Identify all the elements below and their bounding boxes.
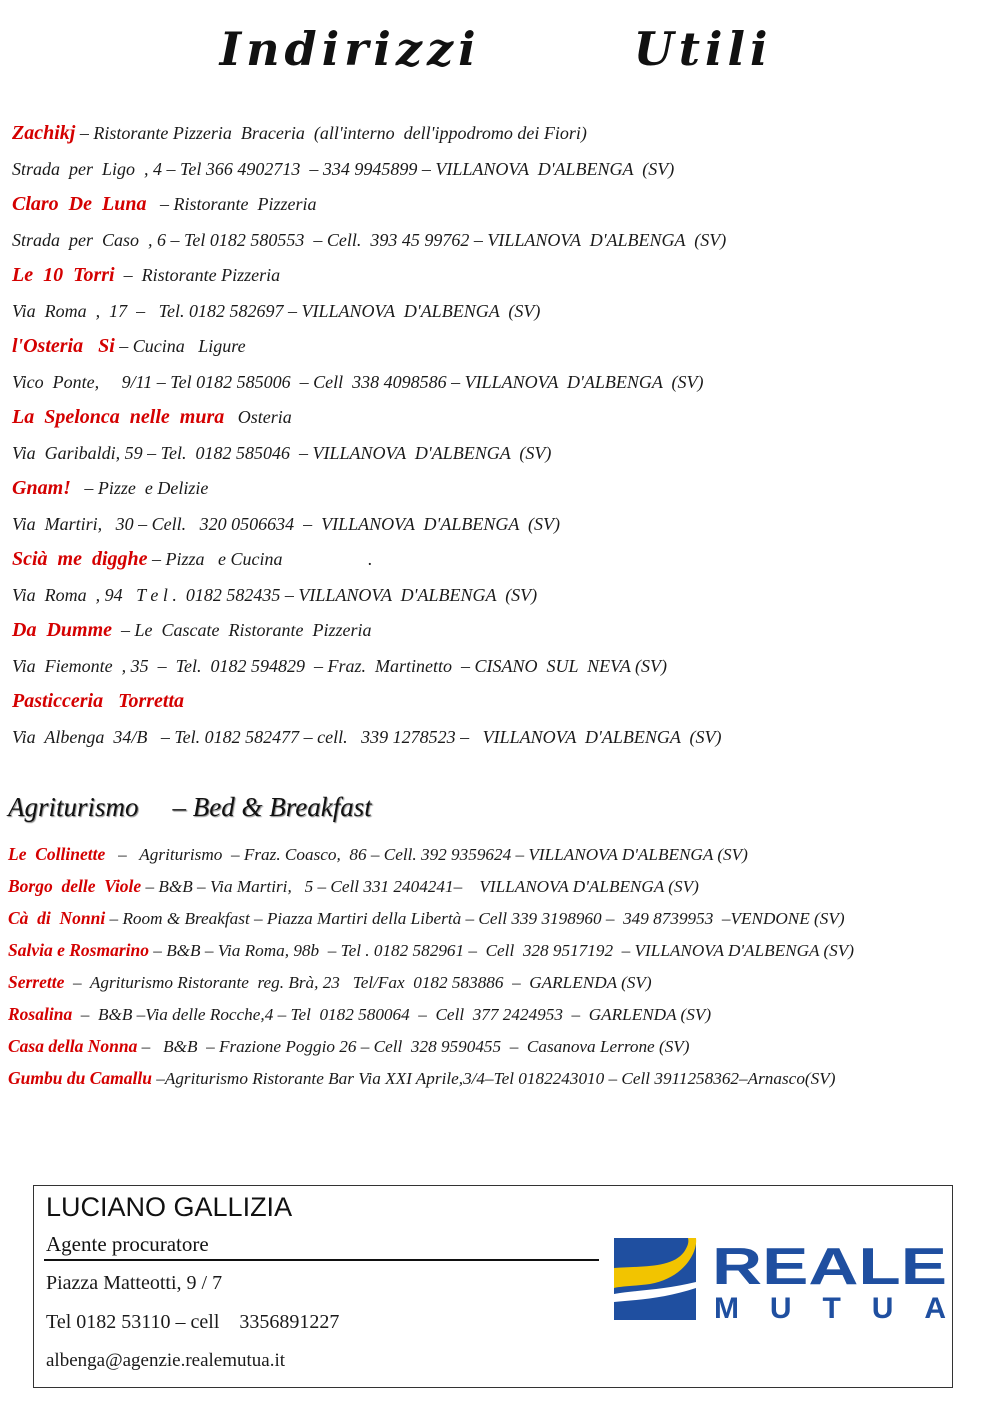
list-item [8,902,988,934]
agent-phone: Tel 0182 53110 – cell 3356891227 [46,1311,340,1333]
list-item [8,966,988,998]
entry-name: Gumbu du Camallu [8,1068,152,1088]
entry-name: Zachikj [12,122,76,144]
entry-address: Strada per Caso , 6 – Tel 0182 580553 – Cell. 393 45 99762 – VILLANOVA D'ALBENGA (SV) [12,230,727,250]
entry-address: Via Martiri, 30 – Cell. 320 0506634 – VILLANOVA D'ALBENGA (SV) [12,514,561,534]
agent-email[interactable]: albenga@agenzie.realemutua.it [46,1350,286,1371]
entry-address: Via Garibaldi, 59 – Tel. 0182 585046 – VILLANOVA D'ALBENGA (SV) [12,443,552,463]
list-item [12,400,972,471]
entry-address: Via Fiemonte , 35 – Tel. 0182 594829 – Fraz. Martinetto – CISANO SUL NEVA (SV) [12,656,667,676]
entry-desc: – Pizza e Cucina . [147,549,373,569]
list-item [8,870,988,902]
agent-address: Piazza Matteotti, 9 / 7 [46,1272,223,1294]
entry-text: – B&B – Via Roma, 98b – Tel . 0182 582961 – Cell 328 9517192 – VILLANOVA D'ALBENGA (SV) [149,941,855,960]
entry-text: – B&B –Via delle Rocche,4 – Tel 0182 580064 – Cell 377 2424953 – GARLENDA (SV) [72,1005,712,1024]
entry-name: Salvia e Rosmarino [8,940,149,960]
logo-text-line1: REALE [712,1238,947,1296]
section-heading [8,792,372,823]
list-item [12,329,972,400]
entry-name: Serrette [8,972,65,992]
entry-address: Strada per Ligo , 4 – Tel 366 4902713 – 334 9945899 – VILLANOVA D'ALBENGA (SV) [12,159,675,179]
list-item [8,1030,988,1062]
list-item [12,258,972,329]
entry-desc: – Pizze e Delizie [70,478,209,498]
logo-text-line2: MUTUA [714,1292,946,1320]
list-item [8,1062,988,1094]
restaurant-list [12,116,972,755]
entry-desc: – Ristorante Pizzeria Braceria (all'interno dell'ippodromo dei Fiori) [75,123,587,143]
entry-name: La Spelonca nelle mura [12,406,225,428]
list-item [12,471,972,542]
entry-text: – Agriturismo Ristorante reg. Brà, 23 Tel/Fax 0182 583886 – GARLENDA (SV) [64,973,652,992]
list-item [8,998,988,1030]
agent-card [33,1185,953,1388]
reale-mutua-logo [614,1238,949,1320]
entry-name: Rosalina [8,1004,73,1024]
entry-text: – B&B – Frazione Poggio 26 – Cell 328 9590455 – Casanova Lerrone (SV) [137,1037,690,1056]
agent-name: LUCIANO GALLIZIA [46,1192,293,1222]
accommodation-list [8,838,988,1094]
divider [44,1259,599,1261]
entry-name: Borgo delle Viole [8,876,142,896]
entry-address: Via Roma , 17 – Tel. 0182 582697 – VILLANOVA D'ALBENGA (SV) [12,301,541,321]
entry-name: l'Osteria Si [12,335,115,357]
entry-text: –Agriturismo Ristorante Bar Via XXI Aprile,3/4–Tel 0182243010 – Cell 3911258362–Arnasco(SV) [151,1069,836,1088]
list-item [12,613,972,684]
entry-desc: Osteria [224,407,292,427]
entry-address: Vico Ponte, 9/11 – Tel 0182 585006 – Cell 338 4098586 – VILLANOVA D'ALBENGA (SV) [12,372,704,392]
entry-desc: – Ristorante Pizzeria [146,194,317,214]
entry-name: Le Collinette [8,844,106,864]
entry-text: – B&B – Via Martiri, 5 – Cell 331 2404241– VILLANOVA D'ALBENGA (SV) [141,877,699,896]
entry-name: Scià me digghe [12,548,148,570]
entry-text: – Room & Breakfast – Piazza Martiri della Libertà – Cell 339 3198960 – 349 8739953 –VENDONE (SV) [105,909,845,928]
list-item [12,542,972,613]
list-item [12,187,972,258]
entry-name: Casa della Nonna [8,1036,138,1056]
list-item [12,116,972,187]
entry-desc: – Ristorante Pizzeria [114,265,281,285]
section-heading-left: Agriturismo [8,792,139,822]
page-title: Indirizzi Utili [219,22,773,76]
section-heading-right: – Bed & Breakfast [172,792,372,822]
entry-name: Pasticceria Torretta [12,690,185,712]
entry-name: Cà di Nonni [8,908,106,928]
list-item [8,838,988,870]
entry-name: Gnam! [12,477,71,499]
entry-desc: – Le Cascate Ristorante Pizzeria [112,620,372,640]
entry-name: Le 10 Torri [12,264,115,286]
list-item [12,684,972,755]
agent-role: Agente procuratore [46,1232,209,1256]
entry-text: – Agriturismo – Fraz. Coasco, 86 – Cell. 392 9359624 – VILLANOVA D'ALBENGA (SV) [105,845,748,864]
entry-address: Via Albenga 34/B – Tel. 0182 582477 – cell. 339 1278523 – VILLANOVA D'ALBENGA (SV) [12,727,722,747]
entry-address: Via Roma , 94 T e l . 0182 582435 – VILLANOVA D'ALBENGA (SV) [12,585,538,605]
entry-name: Claro De Luna [12,193,147,215]
entry-desc: – Cucina Ligure [114,336,246,356]
entry-name: Da Dumme [12,619,112,641]
list-item [8,934,988,966]
